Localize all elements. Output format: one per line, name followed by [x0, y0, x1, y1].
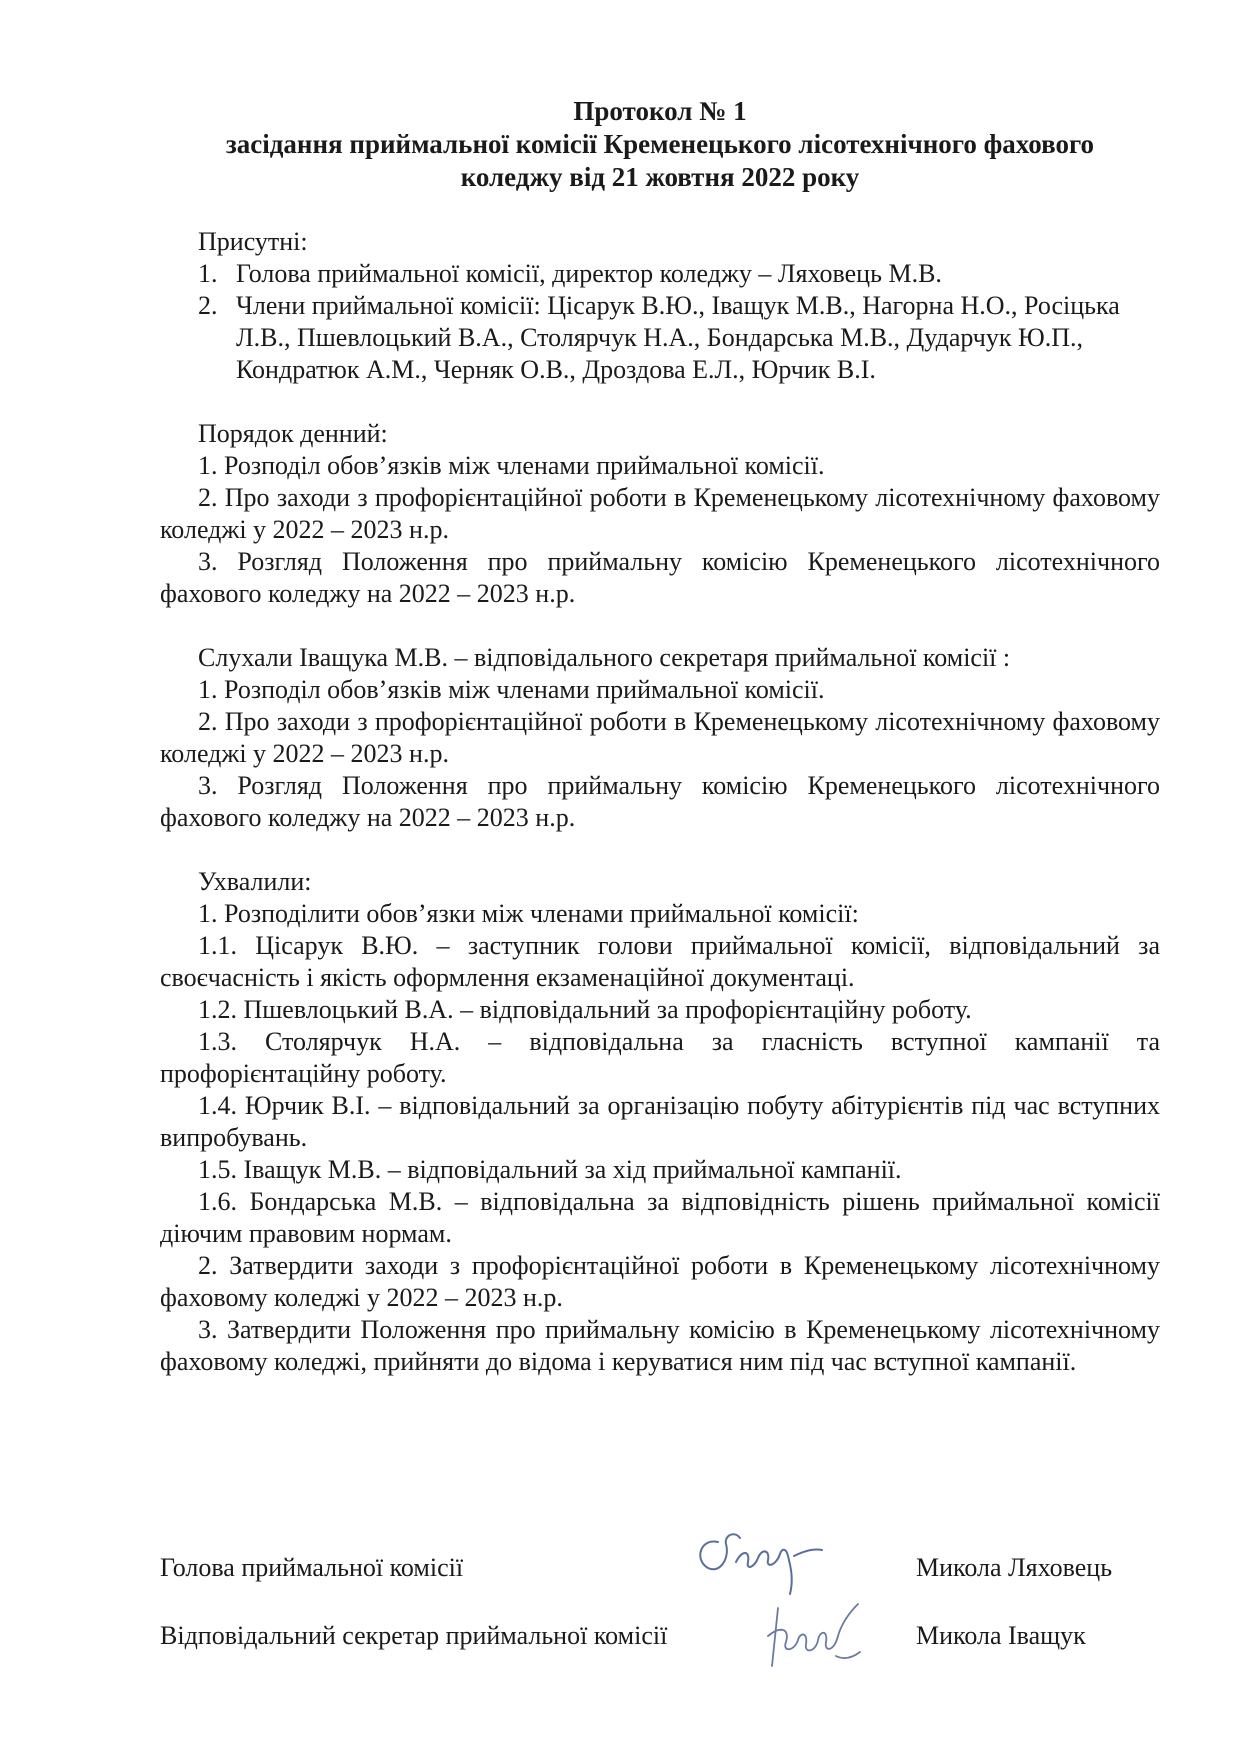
agenda-heading: Порядок денний: — [198, 419, 388, 448]
resolved-heading: Ухвалили: — [198, 867, 312, 896]
heard-section — [160, 642, 1160, 834]
present-item — [160, 290, 1160, 386]
signature-name: Микола Ляховець — [916, 1553, 1113, 1582]
resolved-intro: 1. Розподілити обов’язки між членами приймальної комісії: — [198, 899, 859, 928]
signature-row-secretary — [160, 1620, 1160, 1660]
title-line-1: Протокол № 1 — [573, 96, 747, 126]
present-item-number: 2. — [198, 291, 218, 320]
heard-item: 3. Розгляд Положення про приймальну комісію Кременецького лісотехнічного фахового коледжу на 2022 – 2023 н.р. — [160, 771, 1160, 832]
resolved-item: 1.2. Пшевлоцький В.А. – відповідальний за профорієнтаційну роботу. — [198, 995, 972, 1024]
resolved-item: 1.4. Юрчик В.І. – відповідальний за організацію побуту абітурієнтів під час вступних випробувань. — [160, 1091, 1160, 1152]
signature-row-chair — [160, 1552, 1160, 1592]
handwritten-signature-secretary — [760, 1596, 870, 1676]
resolved-item: 1.1. Цісарук В.Ю. – заступник голови приймальної комісії, відповідальний за своєчасність і якість оформлення екзаменаційної документаці. — [160, 931, 1160, 992]
resolved-item: 1.6. Бондарська М.В. – відповідальна за відповідність рішень приймальної комісії діючим правовим нормам. — [160, 1187, 1160, 1248]
heard-heading: Слухали Іващука М.В. – відповідального секретаря приймальної комісії : — [198, 643, 1011, 672]
agenda-item: 3. Розгляд Положення про приймальну комісію Кременецького лісотехнічного фахового коледжу на 2022 – 2023 н.р. — [160, 547, 1160, 608]
document-title — [160, 95, 1160, 194]
document-body — [160, 226, 1160, 1378]
agenda-item: 1. Розподіл обов’язків між членами приймальної комісії. — [198, 451, 825, 480]
present-item-text: Члени приймальної комісії: Цісарук В.Ю., Іващук М.В., Нагорна Н.О., Росіцька Л.В., Пшевлоцький В.А., Столярчук Н.А., Бондарська М.В., Дударчук Ю.П., Кондратюк А.М., Черняк О.В., Дроздова Е.Л., Юрчик В.І. — [236, 291, 1120, 384]
resolved-section — [160, 866, 1160, 1378]
present-item-number: 1. — [198, 259, 218, 288]
title-line-3: коледжу від 21 жовтня 2022 року — [460, 162, 860, 192]
present-section — [160, 226, 1160, 386]
handwritten-signature-chair — [690, 1520, 830, 1600]
agenda-item: 2. Про заходи з профорієнтаційної роботи в Кременецькому лісотехнічному фаховому коледжі у 2022 – 2023 н.р. — [160, 483, 1160, 544]
resolved-item: 1.3. Столярчук Н.А. – відповідальна за гласність вступної кампанії та профорієнтаційну роботу. — [160, 1027, 1160, 1088]
resolved-item: 2. Затвердити заходи з профорієнтаційної роботи в Кременецькому лісотехнічному фаховому коледжі у 2022 – 2023 н.р. — [160, 1251, 1160, 1312]
signature-role: Голова приймальної комісії — [160, 1553, 464, 1582]
signature-role: Відповідальний секретар приймальної комісії — [160, 1621, 668, 1650]
present-item-text: Голова приймальної комісії, директор коледжу – Ляховець М.В. — [236, 259, 942, 288]
resolved-item: 1.5. Іващук М.В. – відповідальний за хід приймальної кампанії. — [198, 1155, 902, 1184]
resolved-item: 3. Затвердити Положення про приймальну комісію в Кременецькому лісотехнічному фаховому коледжі, прийняти до відома і керуватися ним під час вступної кампанії. — [160, 1315, 1160, 1376]
title-line-2: засідання приймальної комісії Кременецького лісотехнічного фахового — [225, 129, 1095, 159]
present-heading: Присутні: — [198, 227, 308, 256]
heard-item: 2. Про заходи з профорієнтаційної роботи в Кременецькому лісотехнічному фаховому коледжі у 2022 – 2023 н.р. — [160, 707, 1160, 768]
signature-name: Микола Іващук — [916, 1621, 1086, 1650]
agenda-section — [160, 418, 1160, 610]
heard-item: 1. Розподіл обов’язків між членами приймальної комісії. — [198, 675, 825, 704]
present-item — [160, 258, 1160, 290]
